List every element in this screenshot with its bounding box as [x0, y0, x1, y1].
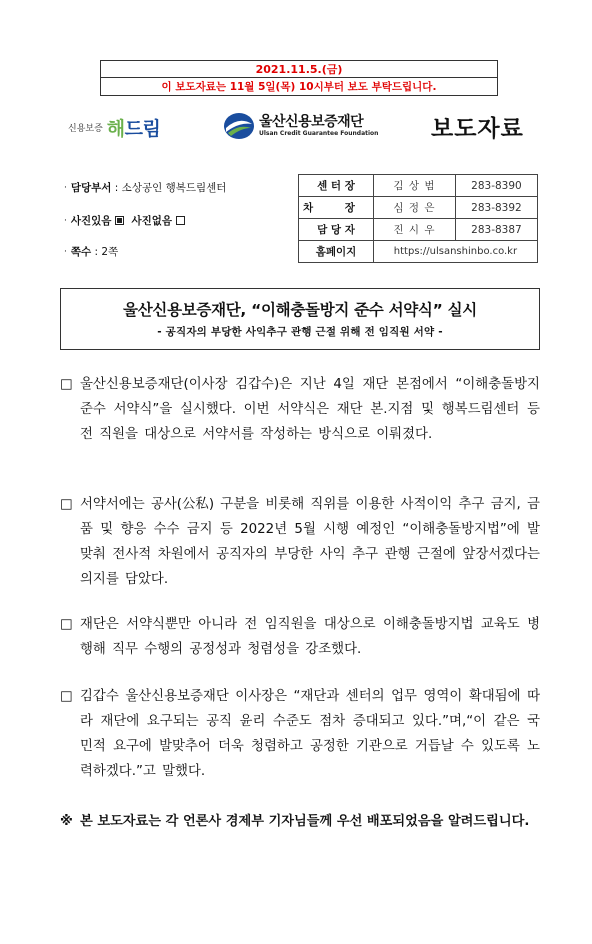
- haedream-logo-text-1: 해: [106, 117, 125, 140]
- meta-pages-label: 쪽수: [70, 246, 92, 258]
- headline-box: [60, 288, 540, 350]
- meta-pages: [64, 244, 118, 259]
- body-paragraph: [60, 684, 540, 784]
- haedream-logo-small: 신용보증: [68, 123, 103, 134]
- paragraph-text: 김갑수 울산신용보증재단 이사장은 “재단과 센터의 업무 영역이 확대됨에 따라 재단에 요구되는 공직 윤리 수준도 점차 증대되고 있다.”며,“이 같은 국민적 요구에 발맞추어 더욱 청렴하고 공정한 기관으로 거듭날 수 있도록 노력하겠다.”고 말했다.: [80, 689, 540, 779]
- contact-row: [299, 219, 538, 241]
- embargo-box: [100, 60, 498, 96]
- headline-title: 울산신용보증재단, “이해충돌방지 준수 서약식” 실시: [123, 301, 477, 319]
- photo-yes-label: 사진있음: [70, 215, 112, 227]
- headline-subtitle: - 공직자의 부당한 사익추구 관행 근절 위해 전 임직원 서약 -: [157, 326, 443, 338]
- meta-pages-value: 2쪽: [101, 246, 119, 258]
- paragraph-bullet: □: [60, 689, 73, 704]
- body-paragraph: [60, 372, 540, 447]
- contact-name: 심 정 은: [373, 197, 455, 219]
- haedream-logo-text-2: 드림: [124, 117, 161, 140]
- paragraph-bullet: □: [60, 617, 73, 632]
- meta-colon: :: [111, 181, 122, 194]
- foundation-name: 울산신용보증재단: [259, 114, 364, 130]
- contact-role: 담 당 자: [299, 219, 374, 241]
- press-release-label: 보도자료: [431, 116, 524, 142]
- meta-dept-value: 소상공인 행복드림센터: [121, 182, 227, 194]
- homepage-row: [299, 241, 538, 263]
- contact-table: [298, 174, 538, 263]
- footnote-mark: ※: [60, 814, 73, 829]
- homepage-link[interactable]: https://ulsanshinbo.co.kr: [373, 241, 537, 263]
- contact-row: [299, 175, 538, 197]
- contact-role: 센 터 장: [299, 175, 374, 197]
- embargo-notice: 이 보도자료는 11월 5일(목) 10시부터 보도 부탁드립니다.: [161, 81, 437, 93]
- homepage-label: 홈페이지: [299, 241, 374, 263]
- meta-bullet: ·: [64, 246, 67, 257]
- paragraph-text: 서약서에는 공사(公私) 구분을 비롯해 직위를 이용한 사적이익 추구 금지, 금품 및 향응 수수 금지 등 2022년 5월 시행 예정인 “이해충돌방지법”에 발맞춰 전사적 차원에서 공직자의 부당한 사익 추구 관행 근절에 앞장서겠다는 의지를 담았다.: [80, 497, 540, 587]
- photo-no-checkbox[interactable]: [176, 216, 185, 225]
- meta-dept-label: 담당부서: [70, 182, 112, 194]
- meta-photo: [64, 213, 192, 228]
- contact-role: 차 장: [299, 197, 374, 219]
- haedream-logo-text: [107, 114, 161, 141]
- meta-bullet: ·: [64, 182, 67, 193]
- contact-phone: 283-8387: [455, 219, 537, 241]
- paragraph-bullet: □: [60, 377, 73, 392]
- foundation-name-english: Ulsan Credit Guarantee Foundation: [259, 130, 379, 137]
- contact-phone: 283-8390: [455, 175, 537, 197]
- footnote-text: 본 보도자료는 각 언론사 경제부 기자님들께 우선 배포되었음을 알려드립니다.: [80, 814, 530, 829]
- paragraph-text: 재단은 서약식뿐만 아니라 전 임직원을 대상으로 이해충돌방지법 교육도 병행해 직무 수행의 공정성과 청렴성을 강조했다.: [80, 617, 540, 657]
- distribution-footnote: [60, 810, 546, 834]
- foundation-emblem-icon: [223, 112, 255, 140]
- meta-dept: [64, 180, 226, 195]
- meta-bullet: ·: [64, 215, 67, 226]
- release-date: 2021.11.5.(금): [101, 61, 497, 78]
- photo-yes-checkbox[interactable]: [115, 216, 124, 225]
- body-paragraph: [60, 612, 540, 662]
- foundation-logo: [223, 112, 378, 140]
- photo-no-label: 사진없음: [131, 215, 173, 227]
- paragraph-bullet: □: [60, 497, 73, 512]
- meta-colon: :: [91, 245, 102, 258]
- contact-phone: 283-8392: [455, 197, 537, 219]
- contact-name: 김 상 범: [373, 175, 455, 197]
- paragraph-text: 울산신용보증재단(이사장 김갑수)은 지난 4일 재단 본점에서 “이해충돌방지 준수 서약식”을 실시했다. 이번 서약식은 재단 본.지점 및 행복드림센터 등 전 직원을 대상으로 서약서를 작성하는 방식으로 이뤄졌다.: [80, 377, 540, 442]
- contact-name: 진 시 우: [373, 219, 455, 241]
- body-paragraph: [60, 492, 540, 592]
- haedream-logo: [68, 112, 160, 142]
- contact-row: [299, 197, 538, 219]
